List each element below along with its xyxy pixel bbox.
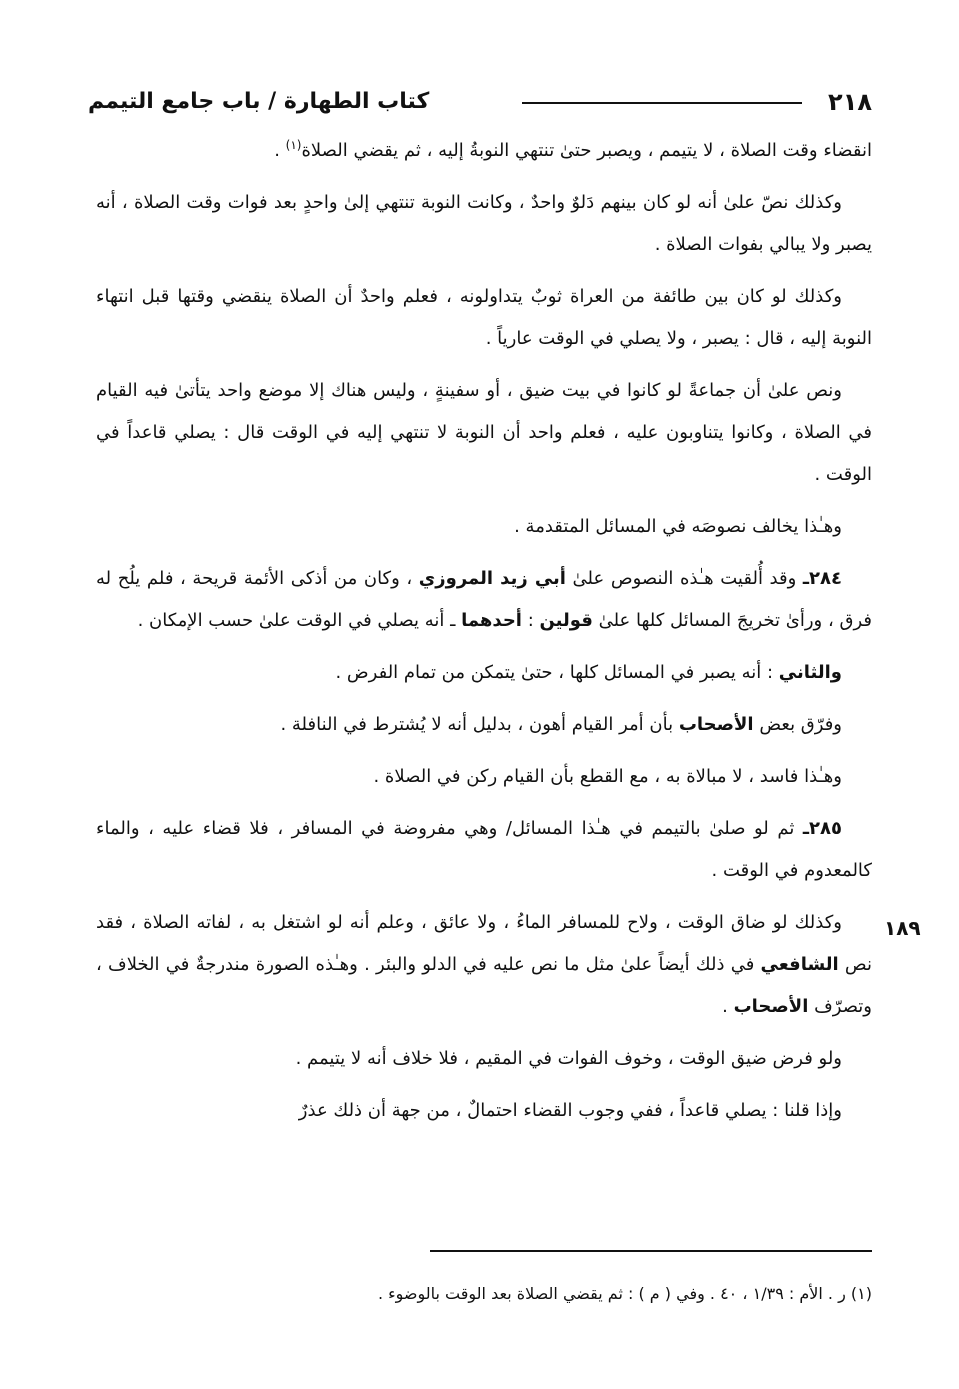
paragraph-1 [96, 130, 872, 172]
paragraph-time-narrow [96, 902, 872, 1028]
paragraph-284 [96, 558, 872, 642]
bold-term: قولين [539, 610, 593, 631]
paragraph-text: ونص علىٰ أن جماعةً لو كانوا في بيت ضيق ، أو سفينةٍ ، وليس هناك إلا موضع واحد يتأتىٰ فيه القيام في الصلاة ، وكانوا يتناوبون عليه ، فعلم واحد أن النوبة لا تنتهي إليه في الوقت قال : يصلي قاعداً في الوقت . [96, 380, 872, 485]
paragraph-text: ثم لو صلىٰ بالتيمم في هـٰذا المسائل/ وهي مفروضة في المسافر ، فلا قضاء عليه ، والماء كالمعدوم في الوقت . [96, 818, 872, 881]
paragraph-tail: . [274, 140, 286, 161]
bold-term: أحدهما [461, 610, 522, 631]
paragraph-text: وإذا قلنا : يصلي قاعداً ، ففي وجوب القضاء احتمالٌ ، من جهة أن ذلك عذرٌ [298, 1100, 842, 1121]
footnote-text: ر . الأم : ١/٣٩ ، ٤٠ . وفي ( م ) : ثم يقضي الصلاة بعد الوقت بالوضوء . [377, 1284, 846, 1303]
footnote-marker: (١) [850, 1284, 872, 1303]
bold-term: الأصحاب [678, 714, 754, 735]
paragraph-text: وهـٰذا فاسد ، لا مبالاة به ، مع القطع بأن القيام ركن في الصلاة . [373, 766, 842, 787]
paragraph-distinction [96, 704, 872, 746]
paragraph-285 [96, 808, 872, 892]
paragraph-text: وكذلك لو كان بين طائفة من العراة ثوبٌ يتداولونه ، فعلم واحدٌ أن الصلاة ينقضي وقتها قبل انتهاء النوبة إليه ، قال : يصبر ، ولا يصلي في الوقت عارياً . [96, 286, 872, 349]
paragraph-text: وهـٰذا يخالف نصوصَه في المسائل المتقدمة . [514, 516, 842, 537]
paragraph-final [96, 1090, 872, 1132]
paragraph-5 [96, 506, 872, 548]
paragraph-text: وكذلك نصّ علىٰ أنه لو كان بينهم دَلوٌ واحدٌ ، وكانت النوبة تنتهي إلىٰ واحدٍ بعد فوات وقت الصلاة ، أنه يصبر ولا يبالي بفوات الصلاة . [96, 192, 872, 255]
section-number: ٢٨٤ـ [802, 568, 842, 589]
paragraph-refutation [96, 756, 872, 798]
running-title: كتاب الطهارة / باب جامع التيمم [88, 89, 430, 114]
paragraph-text: وفرّق بعض [753, 714, 842, 735]
paragraph-text: . [722, 996, 734, 1017]
paragraph-text: وقد أُلقيت هـٰذه النصوص علىٰ [565, 568, 803, 589]
paragraph-text: ـ أنه يصلي في الوقت علىٰ حسب الإمكان . [137, 610, 462, 631]
paragraph-second-opinion [96, 652, 872, 694]
bold-term: والثاني [778, 662, 842, 683]
margin-folio-number: ١٨٩ [884, 916, 921, 940]
paragraph-3 [96, 276, 872, 360]
footnote-reference: (١) [285, 138, 302, 152]
paragraph-text: : [521, 610, 540, 631]
paragraph-resident [96, 1038, 872, 1080]
paragraph-text: انقضاء وقت الصلاة ، لا يتيمم ، ويصبر حتىٰ تنتهي النوبةُ إليه ، ثم يقضي الصلاة [301, 140, 872, 161]
scholar-name: أبي زيد المروزي [418, 568, 566, 589]
header-rule [522, 102, 802, 104]
scholar-name: الشافعي [760, 954, 839, 975]
page-number: ٢١٨ [828, 88, 872, 116]
paragraph-text: بأن أمر القيام أهون ، بدليل أنه لا يُشترط في النافلة . [280, 714, 679, 735]
paragraph-text: ، وكان من أذكى الأئمة قريحة ، فلم يلُح له فرق ، ورأىٰ تخريجَ المسائل كلها علىٰ [96, 568, 872, 631]
paragraph-text: : أنه يصبر في المسائل كلها ، حتىٰ يتمكن من تمام الفرض . [335, 662, 779, 683]
paragraph-text: في ذلك أيضاً علىٰ مثل ما نص عليه في الدلو والبئر . وهـٰذه الصورة مندرجةٌ في الخلاف ، وتصرّف [96, 954, 872, 1017]
body-text [96, 130, 872, 1142]
paragraph-text: وكذلك لو ضاق الوقت ، ولاح للمسافر الماءُ ، ولا عائق ، وعلم أنه لو اشتغل به ، لفاته الصلاة ، فقد نص [96, 912, 872, 975]
paragraph-4 [96, 370, 872, 496]
paragraph-2 [96, 182, 872, 266]
footnote-rule [430, 1250, 872, 1252]
page-header [88, 86, 872, 126]
section-number: ٢٨٥ـ [802, 818, 842, 839]
footnote [180, 1280, 872, 1308]
paragraph-text: ولو فرض ضيق الوقت ، وخوف الفوات في المقيم ، فلا خلاف أنه لا يتيمم . [295, 1048, 842, 1069]
bold-term: الأصحاب [733, 996, 809, 1017]
